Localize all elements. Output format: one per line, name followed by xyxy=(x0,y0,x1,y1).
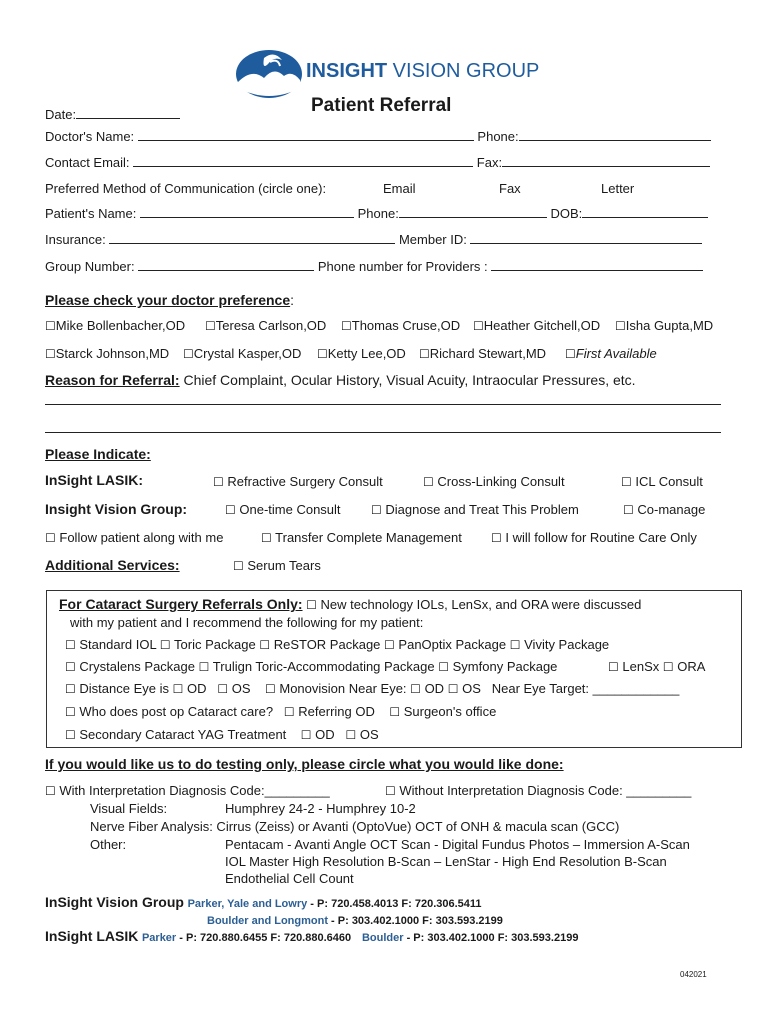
doctor-option-label: Ketty Lee,OD xyxy=(327,346,406,361)
checkbox-icon[interactable]: ☐ xyxy=(65,728,76,742)
member-id-field[interactable] xyxy=(470,232,702,244)
os-label: OS xyxy=(231,681,251,696)
footer-lasik-contact-1: - P: 720.880.6455 F: 720.880.6460 xyxy=(176,932,352,944)
yag-row xyxy=(65,727,379,742)
insurance-label: Insurance: xyxy=(45,232,106,247)
checkbox-icon[interactable]: ☐ xyxy=(172,682,184,696)
other-tests-1[interactable]: Pentacam - Avanti Angle OCT Scan - Digital Fundus Photos – Immersion A-Scan xyxy=(225,837,690,852)
checkbox-icon[interactable]: ☐ xyxy=(384,638,395,652)
reason-row xyxy=(45,372,636,388)
lasik-option[interactable] xyxy=(621,474,703,489)
contact-row xyxy=(45,155,710,170)
footer-lasik-location-2: Boulder xyxy=(361,932,404,944)
lensx-ora-row xyxy=(608,659,705,674)
package-label: Toric Package xyxy=(174,637,256,652)
without-code-option[interactable] xyxy=(385,783,691,798)
checkbox-icon[interactable]: ☐ xyxy=(473,319,484,333)
referring-od-label: Referring OD xyxy=(298,704,375,719)
checkbox-icon[interactable]: ☐ xyxy=(261,531,272,545)
management-option[interactable] xyxy=(491,530,697,545)
checkbox-icon[interactable]: ☐ xyxy=(300,728,312,742)
patient-row xyxy=(45,206,708,221)
brand-name xyxy=(306,60,539,83)
package-label: Crystalens Package xyxy=(79,659,196,674)
checkbox-icon[interactable]: ☐ xyxy=(345,728,357,742)
checkbox-icon[interactable]: ☐ xyxy=(45,319,56,333)
checkbox-icon[interactable]: ☐ xyxy=(491,531,502,545)
checkbox-icon[interactable]: ☐ xyxy=(198,660,210,674)
patient-name-label: Patient's Name: xyxy=(45,206,137,221)
near-eye-target[interactable]: Near Eye Target: ____________ xyxy=(491,681,680,696)
checkbox-icon[interactable]: ☐ xyxy=(264,682,276,696)
cataract-heading-row xyxy=(59,596,641,612)
footer-ivg-location-2: Boulder and Longmont xyxy=(207,915,328,927)
distance-eye-row xyxy=(65,681,679,696)
checkbox-icon[interactable]: ☐ xyxy=(662,660,674,674)
checkbox-icon[interactable]: ☐ xyxy=(410,682,421,696)
other-tests-2[interactable]: IOL Master High Resolution B-Scan – LenStar - High End Resolution B-Scan xyxy=(225,854,667,869)
checkbox-icon[interactable]: ☐ xyxy=(65,682,76,696)
checkbox-icon[interactable]: ☐ xyxy=(317,347,328,361)
package-label: ORA xyxy=(677,659,706,674)
footer-ivg-contact-1: - P: 720.458.4013 F: 720.306.5411 xyxy=(307,898,482,910)
doctor-option-label: Thomas Cruse,OD xyxy=(351,318,461,333)
contact-email-label: Contact Email: xyxy=(45,155,130,170)
logo xyxy=(234,48,304,103)
package-label: Vivity Package xyxy=(524,637,610,652)
insurance-field[interactable] xyxy=(109,232,395,244)
date-row xyxy=(45,107,180,122)
checkbox-icon[interactable]: ☐ xyxy=(65,705,76,719)
checkbox-icon[interactable]: ☐ xyxy=(371,503,382,517)
insurance-row xyxy=(45,232,702,247)
doctor-option[interactable] xyxy=(45,318,185,333)
management-option-label: I will follow for Routine Care Only xyxy=(505,530,697,545)
management-option-label: Transfer Complete Management xyxy=(275,530,462,545)
postop-label: Who does post op Cataract care? xyxy=(79,704,274,719)
member-id-label: Member ID: xyxy=(398,232,467,247)
checkbox-icon[interactable]: ☐ xyxy=(213,475,224,489)
reason-label: Reason for Referral: xyxy=(45,372,180,388)
first-available-label: First Available xyxy=(575,346,657,361)
distance-eye-label: Distance Eye is xyxy=(79,681,169,696)
cataract-intro-2: with my patient and I recommend the following for my patient: xyxy=(70,615,424,630)
footer-lasik-location-1: Parker xyxy=(141,932,177,944)
doctor-option[interactable] xyxy=(419,346,546,361)
preferred-method-label: Preferred Method of Communication (circle one): xyxy=(45,181,327,196)
provider-phone-label: Phone number for Providers : xyxy=(317,259,488,274)
dob-field[interactable] xyxy=(582,206,708,218)
brand-name-rest: VISION GROUP xyxy=(387,60,540,82)
fax-label: Fax: xyxy=(476,155,503,170)
doctor-option-label: Crystal Kasper,OD xyxy=(193,346,302,361)
without-code-label: Without Interpretation Diagnosis Code: _________ xyxy=(399,783,692,798)
lasik-option-label: Cross-Linking Consult xyxy=(437,474,565,489)
method-email[interactable]: Email xyxy=(383,181,416,196)
visual-fields-label: Visual Fields: xyxy=(90,801,168,816)
date-field[interactable] xyxy=(76,107,180,119)
checkbox-icon[interactable]: ☐ xyxy=(306,598,317,612)
doctor-preference-heading-text: Please check your doctor preference xyxy=(45,292,291,308)
surgeon-office-label: Surgeon's office xyxy=(403,704,497,719)
doctor-option[interactable] xyxy=(615,318,713,333)
footer-ivg-location-1: Parker, Yale and Lowry xyxy=(187,898,308,910)
doctor-option[interactable] xyxy=(205,318,326,333)
package-label: PanOptix Package xyxy=(398,637,507,652)
lasik-label-text: InSight LASIK xyxy=(45,472,139,488)
other-tests-3[interactable]: Endothelial Cell Count xyxy=(225,871,354,886)
checkbox-icon[interactable]: ☐ xyxy=(419,347,430,361)
checkbox-icon[interactable]: ☐ xyxy=(385,784,396,798)
checkbox-icon[interactable]: ☐ xyxy=(615,319,626,333)
ivg-option[interactable] xyxy=(623,502,705,517)
doctor-option[interactable] xyxy=(45,346,169,361)
checkbox-icon[interactable]: ☐ xyxy=(45,347,56,361)
lasik-option[interactable] xyxy=(213,474,383,489)
cataract-intro: New technology IOLs, LenSx, and ORA were discussed xyxy=(320,597,642,612)
od-label: OD xyxy=(315,727,335,742)
checkbox-icon[interactable]: ☐ xyxy=(225,503,236,517)
footer-lasik-row xyxy=(45,928,578,944)
cataract-package-row xyxy=(65,637,609,652)
reason-line-2[interactable] xyxy=(45,432,721,433)
dob-label: DOB: xyxy=(550,206,583,221)
nerve-fiber-analysis[interactable]: Nerve Fiber Analysis: Cirrus (Zeiss) or Avanti (OptoVue) OCT of ONH & macula scan (GCC) xyxy=(90,819,620,834)
checkbox-icon[interactable]: ☐ xyxy=(259,638,271,652)
doctor-row xyxy=(45,129,711,144)
testing-heading: If you would like us to do testing only, please circle what you would like done: xyxy=(45,756,564,772)
ivg-option-label: One-time Consult xyxy=(239,502,341,517)
package-label: ReSTOR Package xyxy=(273,637,381,652)
group-row xyxy=(45,259,703,274)
checkbox-icon[interactable]: ☐ xyxy=(621,475,632,489)
management-option-label: Follow patient along with me xyxy=(59,530,224,545)
checkbox-icon[interactable]: ☐ xyxy=(45,531,56,545)
reason-line-1[interactable] xyxy=(45,404,721,405)
management-option[interactable] xyxy=(45,530,223,545)
visual-fields-value[interactable]: Humphrey 24-2 - Humphrey 10-2 xyxy=(225,801,416,816)
checkbox-icon[interactable]: ☐ xyxy=(447,682,459,696)
doctor-phone-field[interactable] xyxy=(519,129,711,141)
doctor-name-field[interactable] xyxy=(138,129,474,141)
package-label: Trulign Toric-Accommodating Package xyxy=(212,659,435,674)
with-code-option[interactable] xyxy=(45,783,330,798)
checkbox-icon[interactable]: ☐ xyxy=(65,638,76,652)
os-label: OS xyxy=(462,681,481,696)
form-code: 042021 xyxy=(680,970,707,979)
footer-ivg-row xyxy=(45,894,482,910)
group-number-field[interactable] xyxy=(138,259,314,271)
checkbox-icon[interactable]: ☐ xyxy=(283,705,295,719)
checkbox-icon[interactable]: ☐ xyxy=(509,638,521,652)
patient-phone-field[interactable] xyxy=(399,206,547,218)
doctor-option[interactable] xyxy=(341,318,460,333)
od-label: OD xyxy=(187,681,207,696)
od-label: OD xyxy=(424,681,445,696)
monovision-label: Monovision Near Eye: xyxy=(279,681,407,696)
postop-row xyxy=(65,704,496,719)
ivg-option[interactable] xyxy=(371,502,579,517)
doctor-option-label: Richard Stewart,MD xyxy=(429,346,547,361)
doctor-option-label: Starck Johnson,MD xyxy=(55,346,170,361)
checkbox-icon[interactable]: ☐ xyxy=(217,682,229,696)
indicate-heading: Please Indicate: xyxy=(45,446,151,462)
brand-name-bold: INSIGHT xyxy=(306,60,388,82)
doctor-option[interactable] xyxy=(317,346,406,361)
checkbox-icon[interactable]: ☐ xyxy=(341,319,352,333)
package-label: Symfony Package xyxy=(452,659,558,674)
lasik-option[interactable] xyxy=(423,474,565,489)
doctor-option-label: Heather Gitchell,OD xyxy=(483,318,601,333)
eye-mountain-logo-icon xyxy=(234,48,304,100)
doctor-name-label: Doctor's Name: xyxy=(45,129,135,144)
ivg-option-label: Diagnose and Treat This Problem xyxy=(385,502,579,517)
checkbox-icon[interactable]: ☐ xyxy=(45,784,56,798)
serum-tears-option[interactable] xyxy=(233,558,321,573)
first-available-option[interactable] xyxy=(565,346,657,361)
checkbox-icon[interactable]: ☐ xyxy=(438,660,450,674)
checkbox-icon[interactable]: ☐ xyxy=(389,705,401,719)
checkbox-icon[interactable]: ☐ xyxy=(65,660,76,674)
checkbox-icon[interactable]: ☐ xyxy=(233,559,244,573)
additional-services-label: Additional Services: xyxy=(45,557,180,573)
checkbox-icon[interactable]: ☐ xyxy=(159,638,171,652)
doctor-preference-colon: : xyxy=(290,292,294,308)
package-label: Standard IOL xyxy=(79,637,157,652)
os-label: OS xyxy=(359,727,379,742)
doctor-option-label: Isha Gupta,MD xyxy=(625,318,714,333)
contact-email-field[interactable] xyxy=(133,155,473,167)
doctor-option-label: Teresa Carlson,OD xyxy=(215,318,327,333)
doctor-option[interactable] xyxy=(473,318,600,333)
footer-ivg-contact-2: - P: 303.402.1000 F: 303.593.2199 xyxy=(327,915,503,927)
other-label: Other: xyxy=(90,837,127,852)
method-fax[interactable]: Fax xyxy=(499,181,521,196)
patient-phone-label: Phone: xyxy=(357,206,399,221)
footer-lasik-name: InSight LASIK xyxy=(45,928,139,944)
checkbox-icon[interactable]: ☐ xyxy=(423,475,434,489)
lasik-option-label: ICL Consult xyxy=(635,474,703,489)
ivg-option[interactable] xyxy=(225,502,341,517)
footer-lasik-contact-2: - P: 303.402.1000 F: 303.593.2199 xyxy=(403,932,579,944)
cataract-package-row xyxy=(65,659,557,674)
date-label: Date: xyxy=(45,107,77,122)
provider-phone-field[interactable] xyxy=(491,259,703,271)
doctor-option-label: Mike Bollenbacher,OD xyxy=(55,318,186,333)
cataract-heading: For Cataract Surgery Referrals Only: xyxy=(59,596,303,612)
checkbox-icon[interactable]: ☐ xyxy=(183,347,194,361)
checkbox-icon[interactable]: ☐ xyxy=(608,660,619,674)
doctor-option[interactable] xyxy=(183,346,301,361)
footer-ivg-name: InSight Vision Group xyxy=(45,894,184,910)
patient-name-field[interactable] xyxy=(140,206,354,218)
doctor-preference-heading xyxy=(45,292,294,308)
lasik-option-label: Refractive Surgery Consult xyxy=(227,474,383,489)
reason-text: Chief Complaint, Ocular History, Visual Acuity, Intraocular Pressures, etc. xyxy=(179,372,636,388)
ivg-label: Insight Vision Group: xyxy=(45,501,188,517)
fax-field[interactable] xyxy=(502,155,710,167)
serum-tears-label: Serum Tears xyxy=(247,558,321,573)
checkbox-icon[interactable]: ☐ xyxy=(623,503,634,517)
footer-ivg-row-2 xyxy=(207,912,503,927)
lasik-label-colon: : xyxy=(138,472,143,488)
with-code-label: With Interpretation Diagnosis Code:_________ xyxy=(59,783,330,798)
doctor-phone-label: Phone: xyxy=(477,129,519,144)
management-option[interactable] xyxy=(261,530,462,545)
package-label: LenSx xyxy=(622,659,660,674)
checkbox-icon[interactable]: ☐ xyxy=(565,347,576,361)
group-number-label: Group Number: xyxy=(45,259,135,274)
checkbox-icon[interactable]: ☐ xyxy=(205,319,216,333)
page-title: Patient Referral xyxy=(311,95,452,116)
lasik-label xyxy=(45,472,143,488)
yag-label: Secondary Cataract YAG Treatment xyxy=(79,727,287,742)
method-letter[interactable]: Letter xyxy=(601,181,635,196)
ivg-option-label: Co-manage xyxy=(637,502,706,517)
